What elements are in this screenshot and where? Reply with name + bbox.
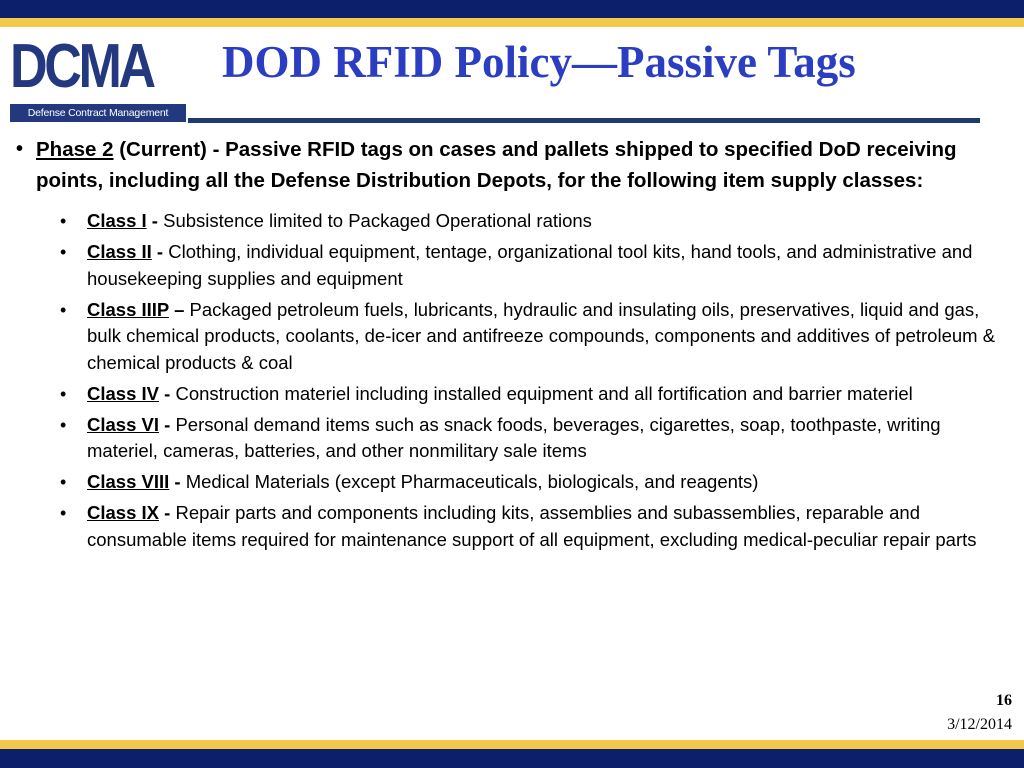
sub-bullet-glyph: • xyxy=(60,299,67,320)
sub-bullet-glyph: • xyxy=(60,414,67,435)
class-name: Class II xyxy=(87,241,152,262)
list-item xyxy=(16,412,996,465)
sub-bullet-glyph: • xyxy=(60,242,67,262)
slide-date: 3/12/2014 xyxy=(947,716,1012,733)
class-description: Repair parts and components including kits, assemblies and subassemblies, reparable and consumable items required for maintenance support of all equipment, excluding medical-peculiar repair parts xyxy=(87,502,977,550)
bottom-navy-band xyxy=(0,749,1024,768)
supply-class-list xyxy=(16,208,996,553)
class-separator: - xyxy=(146,210,164,231)
main-bullet-point xyxy=(16,134,996,196)
class-separator: – xyxy=(168,298,190,320)
class-separator: - xyxy=(159,413,176,435)
class-name: Class VIII xyxy=(87,471,170,492)
dcma-logo xyxy=(10,32,186,137)
class-description: Construction materiel including installed equipment and all fortification and barrier materiel xyxy=(175,382,913,404)
top-gold-band xyxy=(0,18,1024,27)
class-separator: - xyxy=(159,382,176,404)
slide-title: DOD RFID Policy—Passive Tags xyxy=(222,37,856,87)
slide-body xyxy=(16,134,996,558)
class-description: Personal demand items such as snack foods, beverages, cigarettes, soap, toothpaste, writing materiel, cameras, batteries, and other nonmilitary sale items xyxy=(87,413,941,461)
list-item xyxy=(16,239,996,292)
sub-bullet-glyph: • xyxy=(60,383,67,404)
class-separator: - xyxy=(169,471,186,492)
logo-wordmark: DCMA xyxy=(10,32,153,101)
slide-number: 16 xyxy=(996,692,1012,709)
title-underline xyxy=(188,118,980,123)
phase-label: Phase 2 xyxy=(36,138,114,161)
main-bullet-text: (Current) - Passive RFID tags on cases and pallets shipped to specified DoD receiving points, including all the Defense Distribution Depots, for the following item supply classes xyxy=(36,138,957,192)
main-bullet-colon: : xyxy=(916,169,924,192)
bottom-gold-band xyxy=(0,740,1024,749)
class-description: Subsistence limited to Packaged Operational rations xyxy=(163,210,592,231)
class-separator: - xyxy=(151,241,169,262)
class-separator: - xyxy=(159,502,176,523)
logo-tagline: Defense Contract Management Agency xyxy=(10,104,186,122)
class-name: Class IX xyxy=(87,502,159,523)
top-navy-band xyxy=(0,0,1024,18)
main-bullet-glyph: • xyxy=(16,138,24,160)
list-item xyxy=(16,208,996,235)
class-description: Clothing, individual equipment, tentage, organizational tool kits, hand tools, and administrative and housekeeping supplies and equipment xyxy=(87,241,973,289)
list-item xyxy=(16,297,996,377)
class-name: Class IIIP xyxy=(87,298,169,320)
list-item xyxy=(16,500,996,553)
list-item xyxy=(16,469,996,496)
class-name: Class VI xyxy=(87,413,159,435)
list-item xyxy=(16,381,996,408)
class-description: Packaged petroleum fuels, lubricants, hydraulic and insulating oils, preservatives, liquid and gas, bulk chemical products, coolants, de-icer and antifreeze compounds, components and additives of petroleum & chemical products & coal xyxy=(87,298,996,373)
class-name: Class I xyxy=(87,210,147,231)
sub-bullet-glyph: • xyxy=(60,211,67,231)
class-name: Class IV xyxy=(87,382,159,404)
class-description: Medical Materials (except Pharmaceuticals, biologicals, and reagents) xyxy=(185,471,759,492)
sub-bullet-glyph: • xyxy=(60,503,67,523)
sub-bullet-glyph: • xyxy=(60,472,67,492)
